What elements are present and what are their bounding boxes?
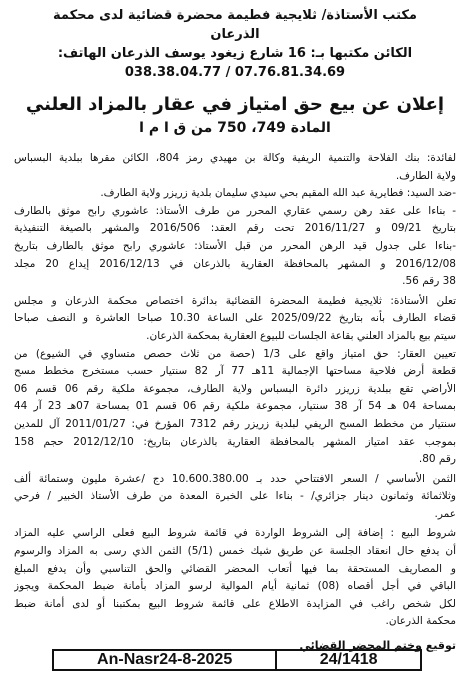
body-line: الثمن الأساسي / السعر الافتتاحي حدد بـ 10.600.380.00 دج /عشرة مليون وستمائة ألف <box>14 472 456 485</box>
notice-title: إعلان عن بيع حق امتياز في عقار بالمزاد العلني <box>25 94 445 115</box>
body-line: قطعة أرض فلاحية مساحتها الإجمالية 11هـ 77 آر 82 سنتيار حسب مستخرج مخطط مسح <box>14 365 456 378</box>
publication-footer <box>52 649 422 671</box>
body-line: بتاريخ 09/21 و 2016/11/27 تحت رقم العقد: 2016/506 والمشهر بالصيغة التنفيذية <box>14 222 456 235</box>
notice-body <box>14 150 456 631</box>
body-line: تعيين العقار: حق امتياز واقع على 1/3 (حصة من ثلاث حصص متساوي في الشيوع) من <box>14 347 456 360</box>
signature-line: توقيع وختم المحضر القضائي <box>299 639 456 653</box>
body-line: بموجب عقد امتياز المشهر بالمحافظة العقارية بالذرعان بتاريخ: 2012/12/10 حجم 158 <box>14 435 456 448</box>
body-line: الأراضي تقع ببلدية زريزر دائرة البسباس ولاية الطارف، مجموعة ملكية رقم 06 قسم 06 <box>14 382 456 395</box>
body-line: بمساحة 04 هـ 54 آر 38 سنتيار، مجموعة ملكية رقم 06 قسم 01 بمساحة 07هـ 23 آر 44 <box>14 400 456 413</box>
body-line: و المصاريف المستحقة بما فيها أتعاب المحضر القضائي والحق التناسبي وأن يدفع المبلغ <box>14 562 456 575</box>
body-line: محكمة الذرعان. <box>385 615 456 628</box>
legal-article-reference: المادة 749، 750 من ق ا م ا <box>139 120 331 136</box>
body-line: سنتيار من مخطط المسح الريفي لبلدية زريزر رقم 7312 المؤرخ في: 2011/01/27 آل للمدين <box>14 417 456 430</box>
newspaper-date: An-Nasr24-8-2025 <box>54 651 277 669</box>
office-header-line-2: الذرعان <box>210 27 260 42</box>
body-line: -بناءا على جدول قيد الرهن المحرر من قبل الأستاذ: عاشوري رابح موثق بالطارف بتاريخ <box>14 239 456 252</box>
notice-reference-number: 24/1418 <box>319 651 378 668</box>
office-phones: 038.38.04.77 / 07.76.81.34.69 <box>124 65 346 80</box>
body-line: سيتم بيع بالمزاد العلني بقاعة الجلسات للبيوع العقارية بمحكمة الذرعان. <box>146 329 456 342</box>
office-address: الكائن مكتبها بـ: 16 شارع زيغود يوسف الذرعان الهاتف: <box>57 46 413 61</box>
body-line: 2016/12/08 و المشهر بالمحافظة العقارية بالذرعان في 2016/12/13 إيداع 20 مجلد <box>14 257 456 270</box>
body-line: - بناءا على عقد رهن رسمي عقاري المحرر من طرف الأستاذ: عاشوري رابح موثق بالطارف <box>14 204 456 217</box>
body-line: شروط البيع : إضافة إلى الشروط الواردة في قائمة شروط البيع فعلى الراسي عليه المزاد <box>14 527 456 540</box>
body-line: الباقي في أجل أقصاه (08) ثمانية أيام الموالية لرسو المزاد بأمانة ضبط المحكمة ويجوز <box>14 580 456 593</box>
body-line: عمر. <box>434 507 456 520</box>
body-line: -ضد السيد: فطايرية عبد الله المقيم بحي سيدي سليمان بلدية زريزر ولاية الطارف. <box>100 187 456 200</box>
body-line: لفائدة: بنك الفلاحة والتنمية الريفية وكالة بن مهيدي رمز 804، الكائن مقرها ببلدية البسباس <box>14 152 456 164</box>
body-line: أن يدفع حال انعقاد الجلسة عن طريق شيك خمس (5/1) الثمن الذي رسى به المزاد والرسوم <box>14 545 456 558</box>
body-line: لكل شخص راغب في المزايدة الاطلاع على قائمة شروط البيع بمكتبنا أو لدى أمانة ضبط <box>14 597 456 610</box>
body-line: قضاء الطارف بأنه بتاريخ 2025/09/22 على الساعة 10.30 صباحا العاشرة و النصف صباحا <box>14 312 456 325</box>
body-line: ولاية الطارف. <box>395 169 456 182</box>
body-line: رقم 80. <box>418 453 456 466</box>
body-line: وثلاثمائة وثمانون دينار جزائري/ - بناءا على الخبرة المعدة من طرف الأستاذ الخبير / فرحي <box>14 490 456 503</box>
body-line: تعلن الأستاذة: ثلايجية فطيمة المحضرة القضائية بدائرة اختصاص محكمة الذرعان و مجلس <box>14 294 456 307</box>
body-line: 38 رقم 56. <box>402 275 456 288</box>
office-header-line-1: مكتب الأستاذة/ ثلايجية فطيمة محضرة قضائية لدى محكمة <box>53 8 417 23</box>
